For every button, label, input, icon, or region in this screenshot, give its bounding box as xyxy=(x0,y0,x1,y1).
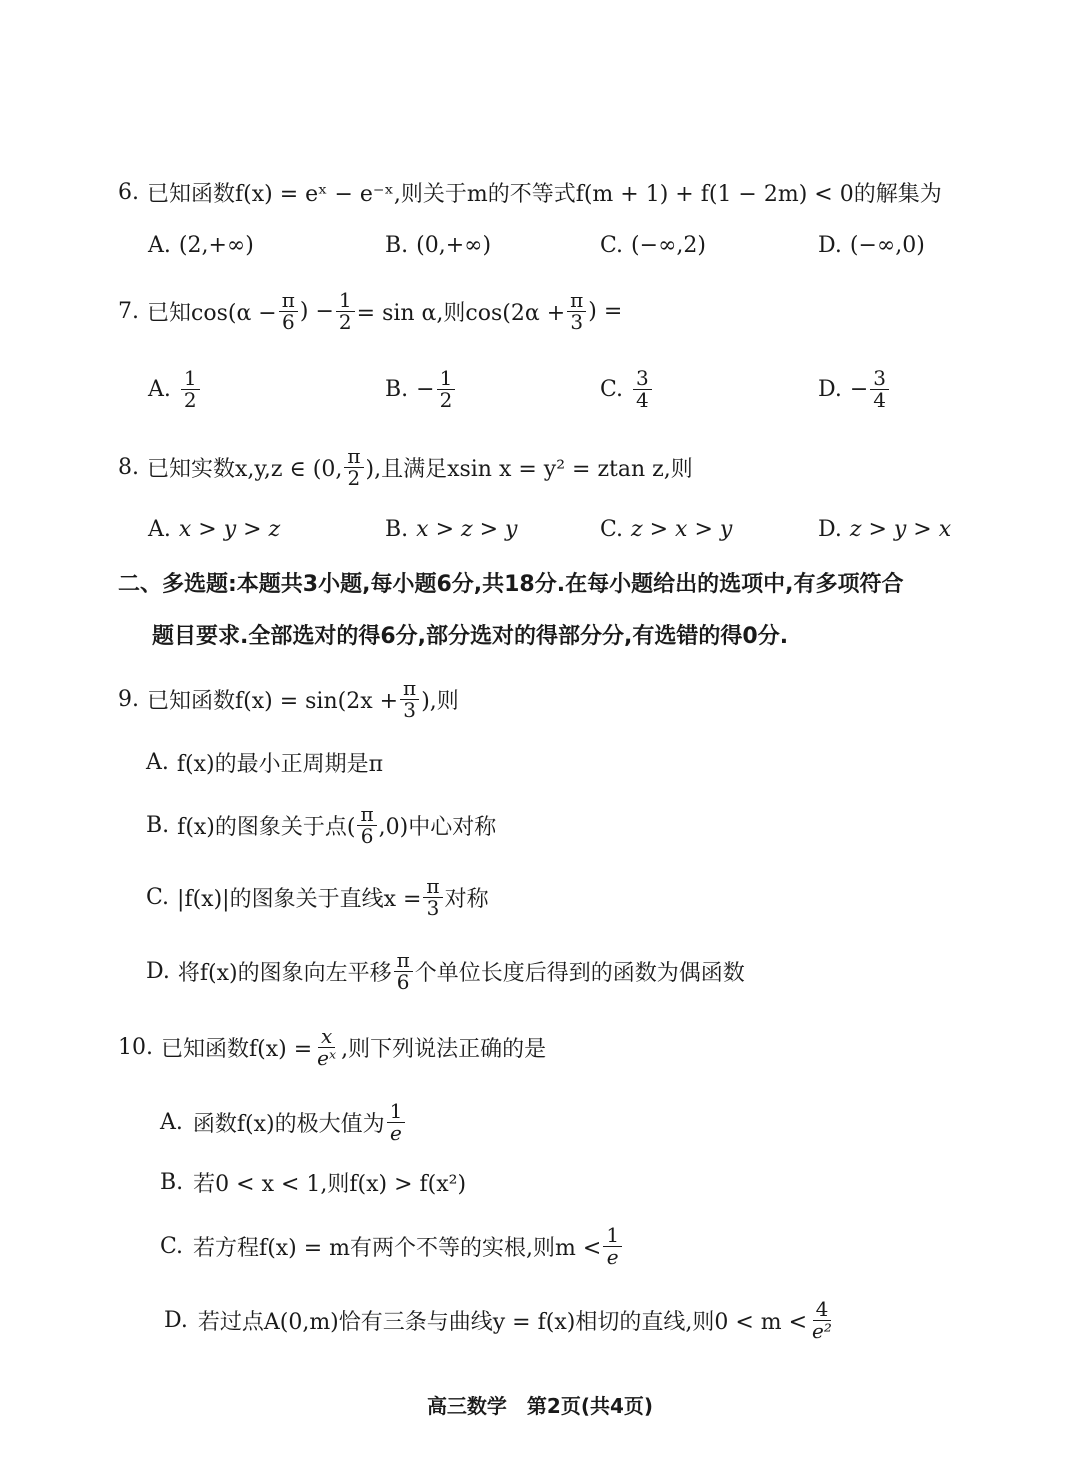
option-text: z > y > x xyxy=(849,516,952,542)
question-stem: 已知函数f(x) = eˣ − e⁻ˣ,则关于m的不等式f(m + 1) + f(1 − 2m) < 0的解集为 xyxy=(147,181,942,207)
numerator: 4 xyxy=(813,1299,832,1321)
option-text: 个单位长度后得到的函数为偶函数 xyxy=(414,960,745,986)
option-label: C. xyxy=(160,1233,184,1259)
q7-option-c xyxy=(600,354,654,424)
q8-option-d xyxy=(818,494,951,564)
option-text: 若0 < x < 1,则f(x) > f(x²) xyxy=(193,1171,467,1197)
stem-part: ),则 xyxy=(421,688,459,714)
numerator: π xyxy=(394,950,413,972)
q8-options xyxy=(0,494,1080,564)
option-text: 对称 xyxy=(444,886,489,912)
fraction xyxy=(357,801,376,848)
option-label: B. xyxy=(385,232,409,258)
denominator: 2 xyxy=(439,387,453,412)
option-label: D. xyxy=(818,232,842,258)
section-text: 二、多选题:本题共3小题,每小题6分,共18分.在每小题给出的选项中,有多项符合 xyxy=(118,571,904,597)
fraction xyxy=(279,287,298,334)
denominator: e xyxy=(606,1244,619,1269)
numerator: x xyxy=(318,1026,335,1048)
fraction xyxy=(567,287,586,334)
option-text: (0,+∞) xyxy=(416,232,492,258)
numerator: 1 xyxy=(603,1225,622,1247)
option-text: (−∞,2) xyxy=(631,232,706,258)
option-label: D. xyxy=(818,516,842,542)
q10-option-c xyxy=(160,1216,624,1276)
question-8 xyxy=(118,436,693,498)
q6-option-a xyxy=(148,210,254,280)
question-10 xyxy=(118,1018,546,1076)
option-text: f(x)的图象关于点( xyxy=(177,814,356,840)
fraction xyxy=(344,443,363,490)
fraction xyxy=(181,365,200,412)
stem-part: = sin α,则cos(2α + xyxy=(356,300,566,326)
option-label: A. xyxy=(148,516,171,542)
q6-option-d xyxy=(818,210,925,280)
denominator: 4 xyxy=(636,387,649,412)
fraction xyxy=(314,1023,339,1070)
stem-part: 已知函数f(x) = sin(2x + xyxy=(147,688,399,714)
option-text: 将f(x)的图象向左平移 xyxy=(177,960,392,986)
q9-option-c xyxy=(146,866,489,928)
numerator: 3 xyxy=(870,368,889,390)
option-label: C. xyxy=(600,376,624,402)
page-footer xyxy=(0,1386,1080,1422)
q7-options xyxy=(0,354,1080,424)
option-text: (2,+∞) xyxy=(178,232,254,258)
question-number: 10. xyxy=(118,1034,153,1060)
denominator: e² xyxy=(812,1318,832,1343)
option-text: f(x)的最小正周期是π xyxy=(176,751,384,777)
fraction xyxy=(400,675,419,722)
denominator: 3 xyxy=(570,309,584,334)
footer-text: 高三数学 第2页(共4页) xyxy=(426,1393,654,1418)
option-label: D. xyxy=(146,958,170,984)
numerator: π xyxy=(423,876,442,898)
q6-option-c xyxy=(600,210,706,280)
option-text: z > x > y xyxy=(631,516,733,542)
denominator: e xyxy=(390,1120,402,1145)
fraction xyxy=(633,365,652,412)
numerator: π xyxy=(567,290,586,312)
q9-option-a xyxy=(146,742,383,782)
option-label: C. xyxy=(600,232,624,258)
option-sign: − xyxy=(416,376,435,402)
stem-part: 已知cos(α − xyxy=(147,300,277,326)
q6-option-b xyxy=(385,210,491,280)
denominator: 2 xyxy=(338,309,352,334)
question-7 xyxy=(118,280,622,342)
option-text: 若方程f(x) = m有两个不等的实根,则m < xyxy=(193,1235,602,1261)
fraction xyxy=(603,1222,622,1269)
option-label: A. xyxy=(148,376,171,402)
numerator: π xyxy=(400,678,419,700)
stem-part: 已知实数x,y,z ∈ (0, xyxy=(147,456,343,482)
numerator: 1 xyxy=(387,1101,406,1123)
denominator: 2 xyxy=(183,387,197,412)
question-6 xyxy=(118,172,942,212)
question-9 xyxy=(118,668,459,730)
q6-options xyxy=(0,210,1080,280)
numerator: π xyxy=(357,804,376,826)
q8-option-a xyxy=(148,494,280,564)
question-number: 6. xyxy=(118,179,139,205)
option-label: A. xyxy=(160,1109,183,1135)
section-2-heading-line1 xyxy=(118,562,903,602)
numerator: π xyxy=(344,446,363,468)
q9-option-b xyxy=(146,794,496,856)
fraction xyxy=(423,873,442,920)
q10-option-a xyxy=(160,1092,407,1152)
section-text: 题目要求.全部选对的得6分,部分选对的得部分分,有选错的得0分. xyxy=(152,623,789,649)
option-label: B. xyxy=(146,812,170,838)
stem-part: ),且满足xsin x = y² = ztan z,则 xyxy=(365,456,693,482)
option-text: ,0)中心对称 xyxy=(378,814,497,840)
q9-option-d xyxy=(146,940,745,1002)
numerator: π xyxy=(279,290,298,312)
option-text: 若过点A(0,m)恰有三条与曲线y = f(x)相切的直线,则0 < m < xyxy=(197,1309,808,1335)
denominator: 6 xyxy=(360,823,374,848)
stem-part: ,则下列说法正确的是 xyxy=(341,1036,547,1062)
option-label: B. xyxy=(385,516,409,542)
q8-option-c xyxy=(600,494,732,564)
denominator: 3 xyxy=(403,697,416,722)
stem-part: ) − xyxy=(299,298,334,324)
denominator: 6 xyxy=(281,309,295,334)
option-label: B. xyxy=(385,376,409,402)
q7-option-b xyxy=(385,354,457,424)
q8-option-b xyxy=(385,494,517,564)
question-number: 9. xyxy=(118,686,139,712)
section-2-heading-line2 xyxy=(152,614,788,654)
option-text: x > y > z xyxy=(178,516,281,542)
option-label: B. xyxy=(160,1169,184,1195)
fraction xyxy=(387,1098,406,1145)
fraction xyxy=(870,365,889,412)
option-text: x > z > y xyxy=(416,516,518,542)
option-text: 函数f(x)的极大值为 xyxy=(192,1111,385,1137)
fraction xyxy=(394,947,413,994)
denominator: 3 xyxy=(426,895,440,920)
option-label: C. xyxy=(600,516,624,542)
stem-part: 已知函数f(x) = xyxy=(161,1036,313,1062)
question-number: 8. xyxy=(118,454,139,480)
question-number: 7. xyxy=(118,298,139,324)
option-text: |f(x)|的图象关于直线x = xyxy=(177,886,422,912)
q10-option-b xyxy=(160,1162,466,1202)
fraction xyxy=(809,1296,835,1343)
option-label: D. xyxy=(818,376,842,402)
q7-option-d xyxy=(818,354,891,424)
option-label: C. xyxy=(146,884,170,910)
q10-option-d xyxy=(164,1290,837,1350)
denominator: eˣ xyxy=(317,1045,337,1070)
option-label: D. xyxy=(164,1307,188,1333)
option-sign: − xyxy=(849,376,869,402)
denominator: 4 xyxy=(873,387,887,412)
q7-option-a xyxy=(148,354,202,424)
option-label: A. xyxy=(148,232,171,258)
denominator: 2 xyxy=(347,465,361,490)
numerator: 1 xyxy=(336,290,355,312)
numerator: 3 xyxy=(633,368,652,390)
fraction xyxy=(437,365,456,412)
numerator: 1 xyxy=(181,368,200,390)
option-label: A. xyxy=(146,749,169,775)
denominator: 6 xyxy=(396,969,410,994)
numerator: 1 xyxy=(437,368,456,390)
fraction xyxy=(336,287,355,334)
option-text: (−∞,0) xyxy=(849,232,925,258)
stem-part: ) = xyxy=(588,298,623,324)
